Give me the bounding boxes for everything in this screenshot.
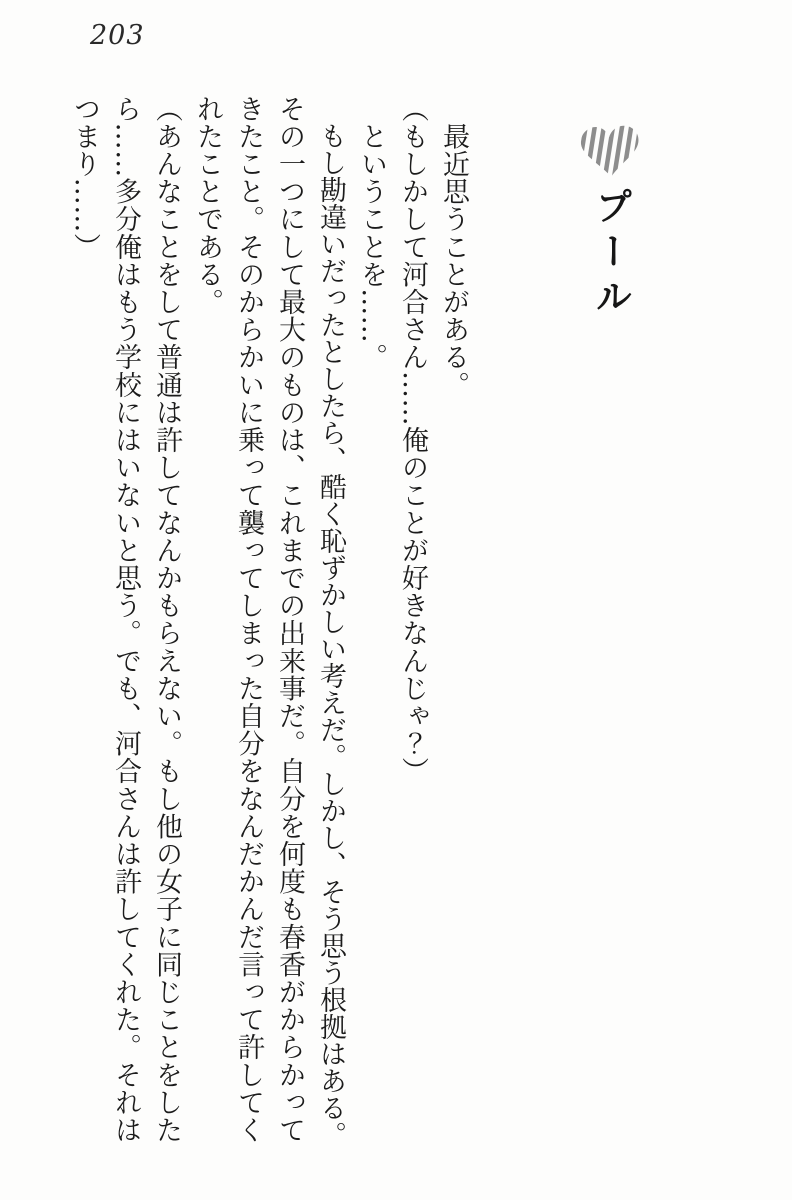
text-column-4: もし勘違いだったとしたら、酷く恥ずかしい考えだ。しかし、そう思う根拠はある。 [315,95,346,1148]
body-text [64,95,474,1180]
chapter-header [574,123,646,322]
text-column-9: ら……多分俺はもう学校にはいないと思う。でも、河合さんは許してくれた。それは [110,95,141,1144]
text-column-3: ということを……。 [356,95,387,371]
text-column-6: きたこと。そのからかいに乗って襲ってしまった自分をなんだかんだ言って許してく [233,95,264,1144]
text-column-10: つまり……） [69,95,100,261]
text-column-7: れたことである。 [192,95,223,316]
striped-heart-icon [575,121,646,182]
text-column-2: （もしかして河合さん……俺のことが好きなんじゃ？） [397,95,428,785]
text-column-8: （あんなことをして普通は許してなんかもらえない。もし他の女子に同じことをした [151,95,182,1144]
chapter-title: プール [589,187,632,322]
text-column-1: 最近思うことがある。 [438,95,469,399]
page-number: 203 [90,20,145,51]
text-column-5: その一つにして最大のものは、これまでの出来事だ。自分を何度も春香がからかって [274,95,305,1144]
